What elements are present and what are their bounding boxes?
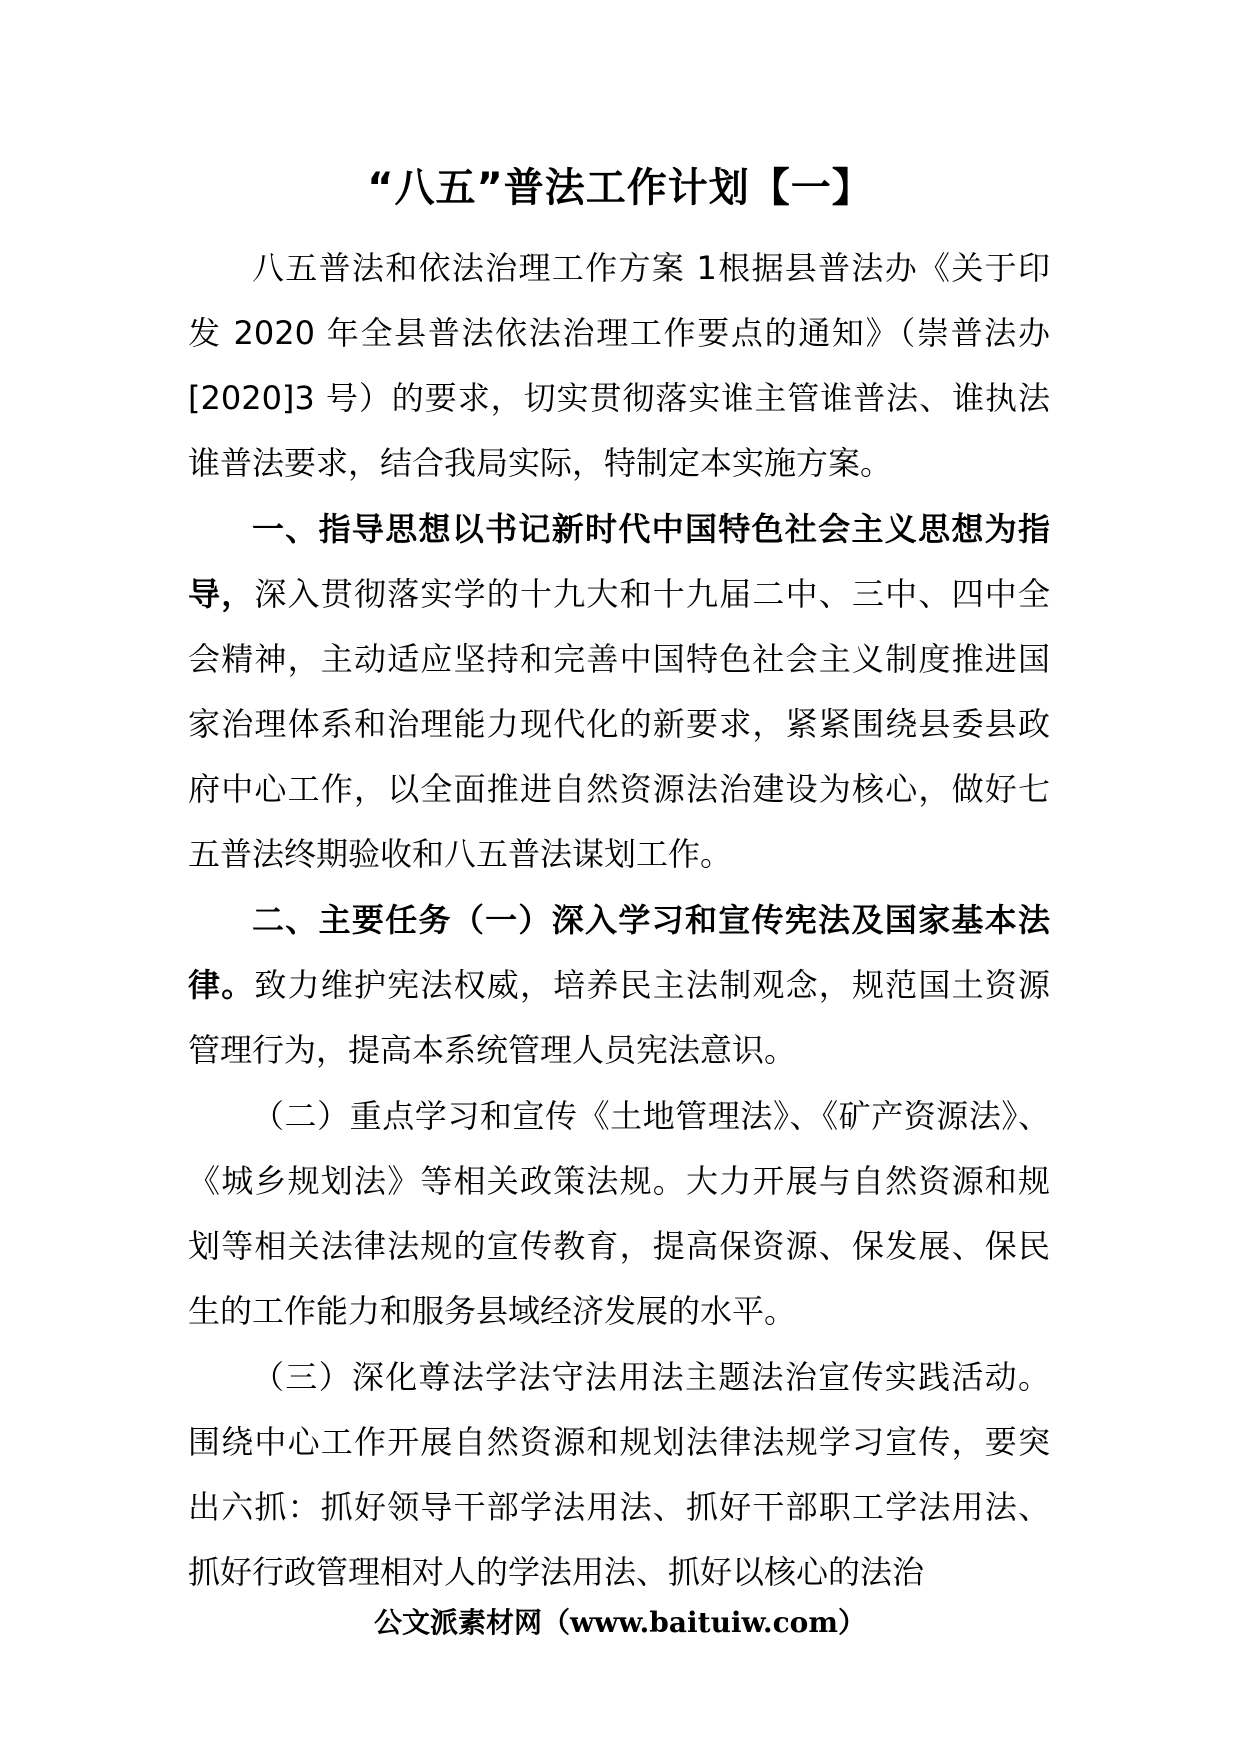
paragraph-text: （三）深化尊法学法守法用法主题法治宣传实践活动。围绕中心工作开展自然资源和规划法律法规学习宣传，要突出六抓：抓好领导干部学法用法、抓好干部职工学法用法、抓好行政管理相对人的学法用法、抓好以核心的法治 xyxy=(188,1358,1050,1591)
paragraph-text: 深入贯彻落实学的十九大和十九届二中、三中、四中全会精神，主动适应坚持和完善中国特色社会主义制度推进国家治理体系和治理能力现代化的新要求，紧紧围绕县委县政府中心工作，以全面推进自然资源法治建设为核心，做好七五普法终期验收和八五普法谋划工作。 xyxy=(188,575,1050,873)
document-title: “八五”普法工作计划【一】 xyxy=(367,165,873,211)
footer-source: 公文派素材网（www.baituiw.com） xyxy=(374,1606,866,1639)
paragraph-guiding-ideology xyxy=(188,497,1050,887)
paragraph-text: 致力维护宪法权威，培养民主法制观念，规范国土资源管理行为，提高本系统管理人员宪法意识。 xyxy=(188,966,1050,1069)
paragraph-text: 八五普法和依法治理工作方案 1根据县普法办《关于印发 2020 年全县普法依法治理工作要点的通知》（崇普法办[2020]3 号）的要求，切实贯彻落实谁主管谁普法、谁执法谁普法要求，结合我局实际，特制定本实施方案。 xyxy=(188,249,1050,482)
paragraph-lead: 一、指导思想以书记新时代中国特色社会主义思想为指导， xyxy=(188,510,1050,613)
paragraph-main-tasks-2 xyxy=(188,1084,1050,1344)
paragraph-main-tasks-3 xyxy=(188,1345,1050,1605)
paragraph-lead: 二、主要任务（一）深入学习和宣传宪法及国家基本法律。 xyxy=(188,901,1050,1004)
document-body xyxy=(188,236,1050,1605)
paragraph-main-tasks-1 xyxy=(188,888,1050,1083)
paragraph-intro xyxy=(188,236,1050,496)
paragraph-text: （二）重点学习和宣传《土地管理法》、《矿产资源法》、《城乡规划法》等相关政策法规。大力开展与自然资源和规划等相关法律法规的宣传教育，提高保资源、保发展、保民生的工作能力和服务县域经济发展的水平。 xyxy=(188,1097,1050,1330)
